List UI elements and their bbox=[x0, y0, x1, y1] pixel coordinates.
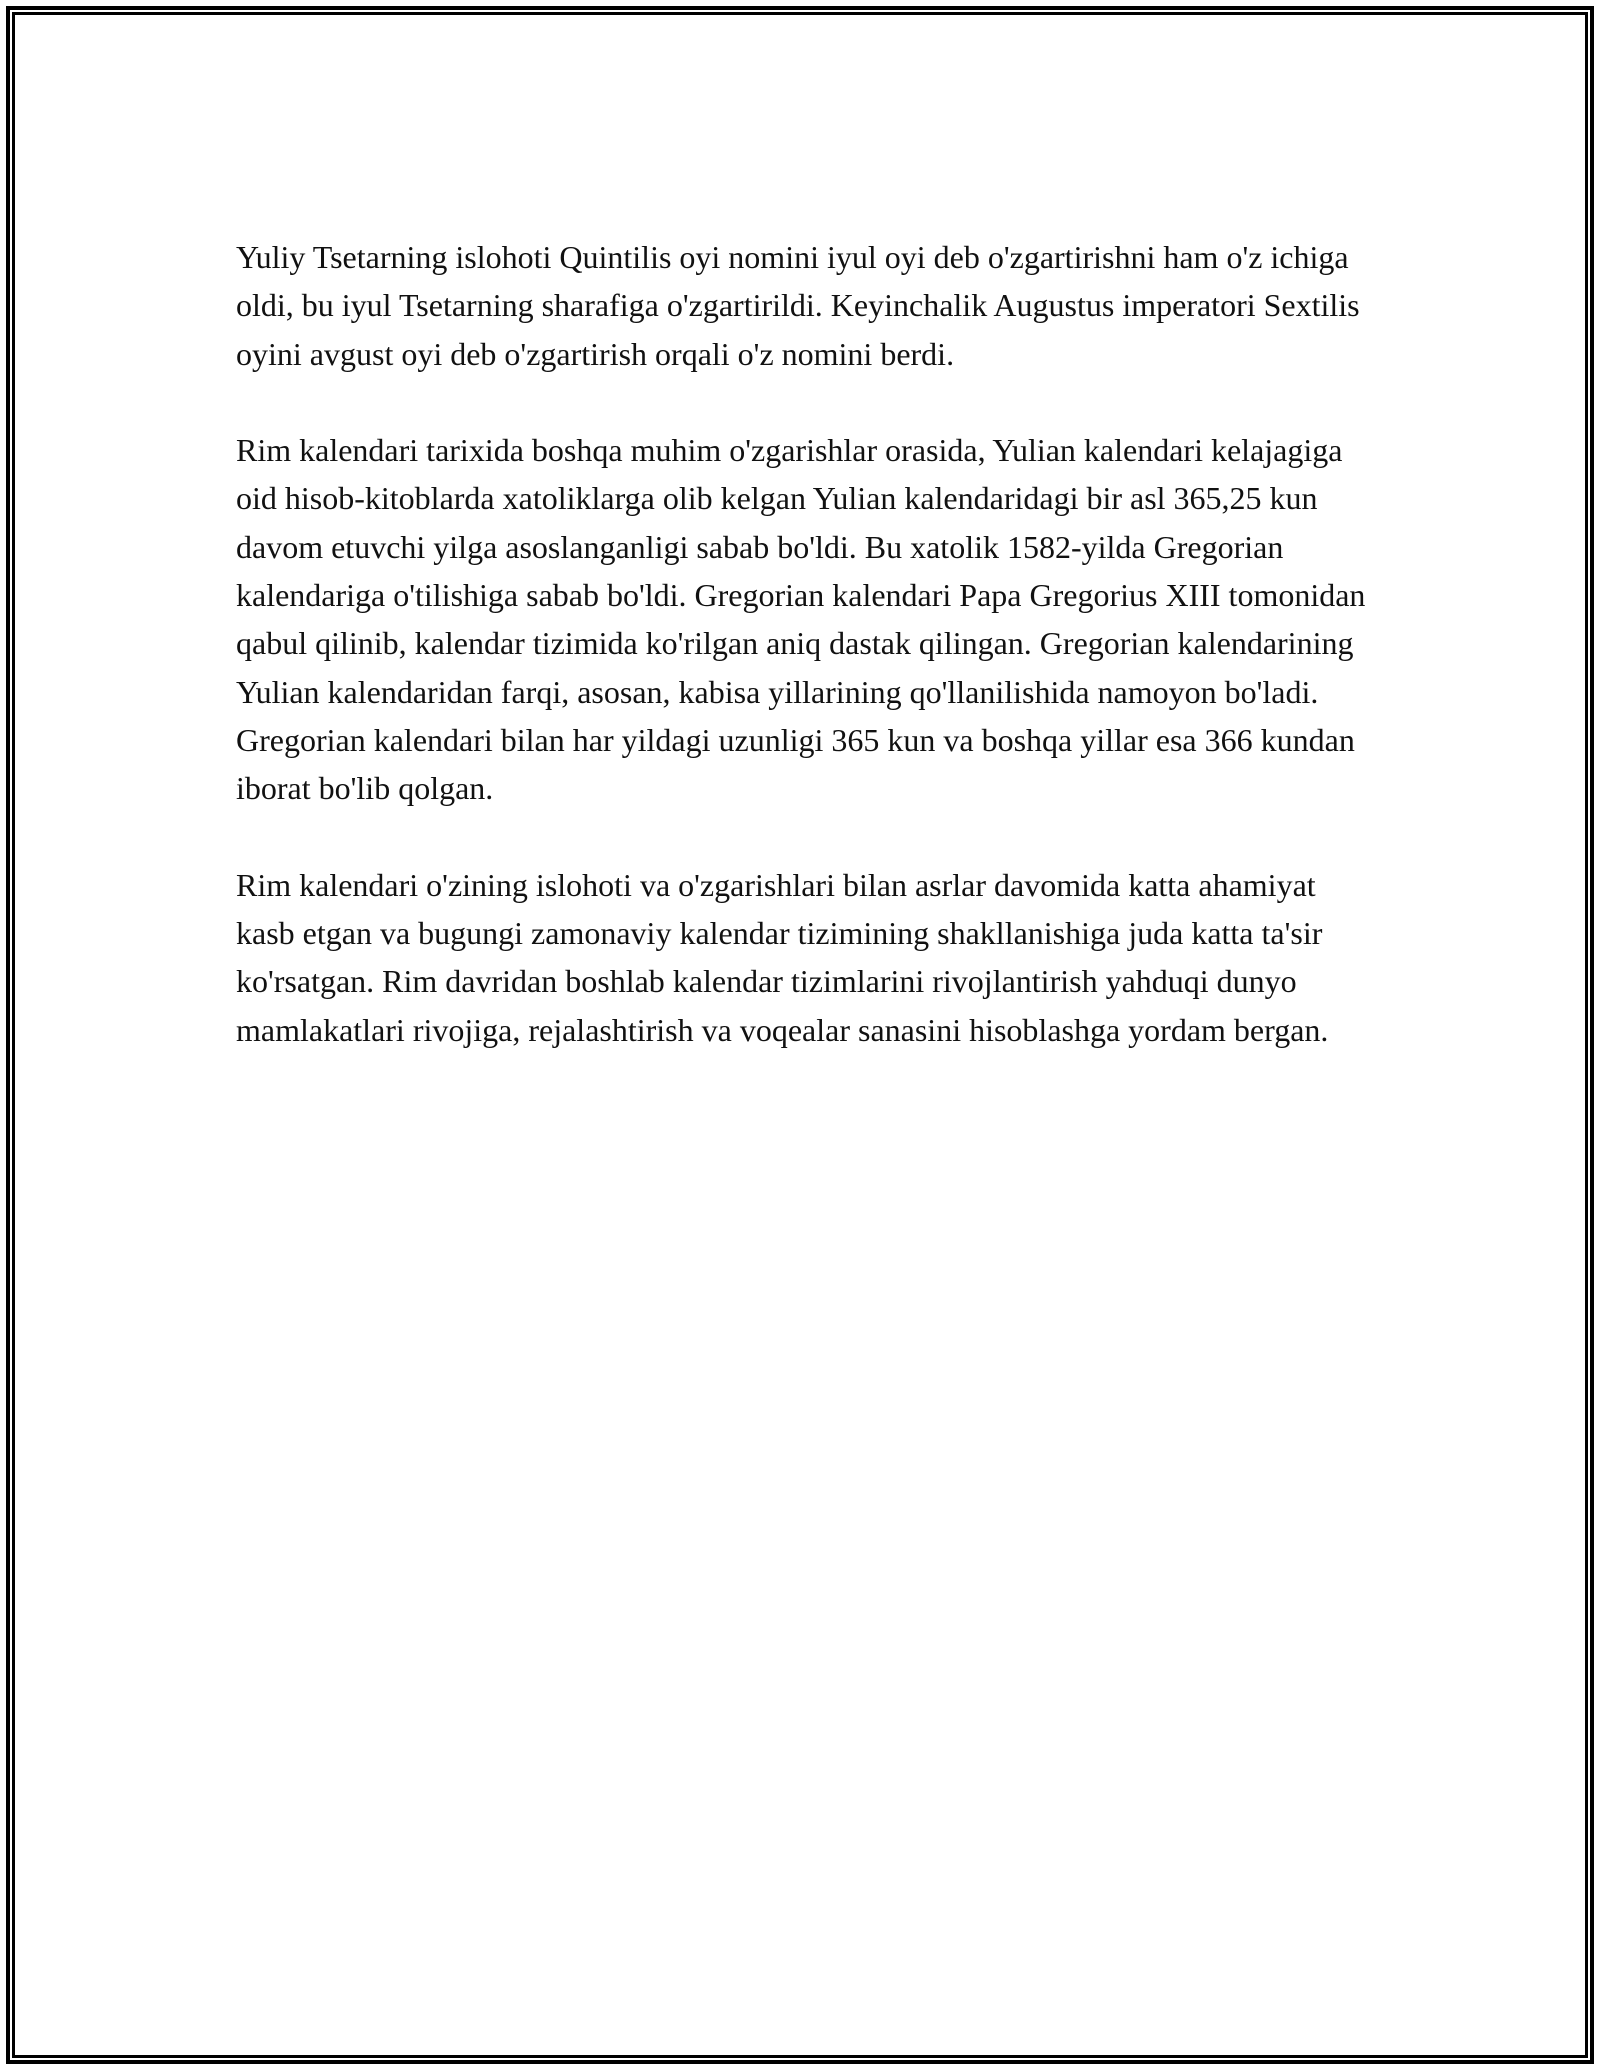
paragraph-gregorian-reform: Rim kalendari tarixida boshqa muhim o'zgarishlar orasida, Yulian kalendari kelajagiga oid hisob-kitoblarda xatoliklarga olib kelgan Yulian kalendaridagi bir asl 365,25 kun davom etuvchi yilga asoslanganligi sabab bo'ldi. Bu xatolik 1582-yilda Gregorian kalendariga o'tilishiga sabab bo'ldi. Gregorian kalendari Papa Gregorius XIII tomonidan qabul qilinib, kalendar tizimida ko'rilgan aniq dastak qilingan. Gregorian kalendarining Yulian kalendaridan farqi, asosan, kabisa yillarining qo'llanilishida namoyon bo'ladi. Gregorian kalendari bilan har yildagi uzunligi 365 kun va boshqa yillar esa 366 kundan iborat bo'lib qolgan. bbox=[236, 432, 1366, 807]
paragraph-calendar-legacy: Rim kalendari o'zining islohoti va o'zgarishlari bilan asrlar davomida katta ahamiyat kasb etgan va bugungi zamonaviy kalendar tizimining shakllanishiga juda katta ta'sir ko'rsatgan. Rim davridan boshlab kalendar tizimlarini rivojlantirish yahduqi dunyo mamlakatlari rivojiga, rejalashtirish va voqealar sanasini hisoblashga yordam bergan. bbox=[236, 866, 1329, 1048]
document-body bbox=[236, 233, 1374, 1054]
paragraph-month-renaming: Yuliy Tsetarning islohoti Quintilis oyi nomini iyul oyi deb o'zgartirishni ham o'z ichiga oldi, bu iyul Tsetarning sharafiga o'zgartirildi. Keyinchalik Augustus imperatori Sextilis oyini avgust oyi deb o'zgartirish orqali o'z nomini berdi. bbox=[236, 239, 1360, 372]
